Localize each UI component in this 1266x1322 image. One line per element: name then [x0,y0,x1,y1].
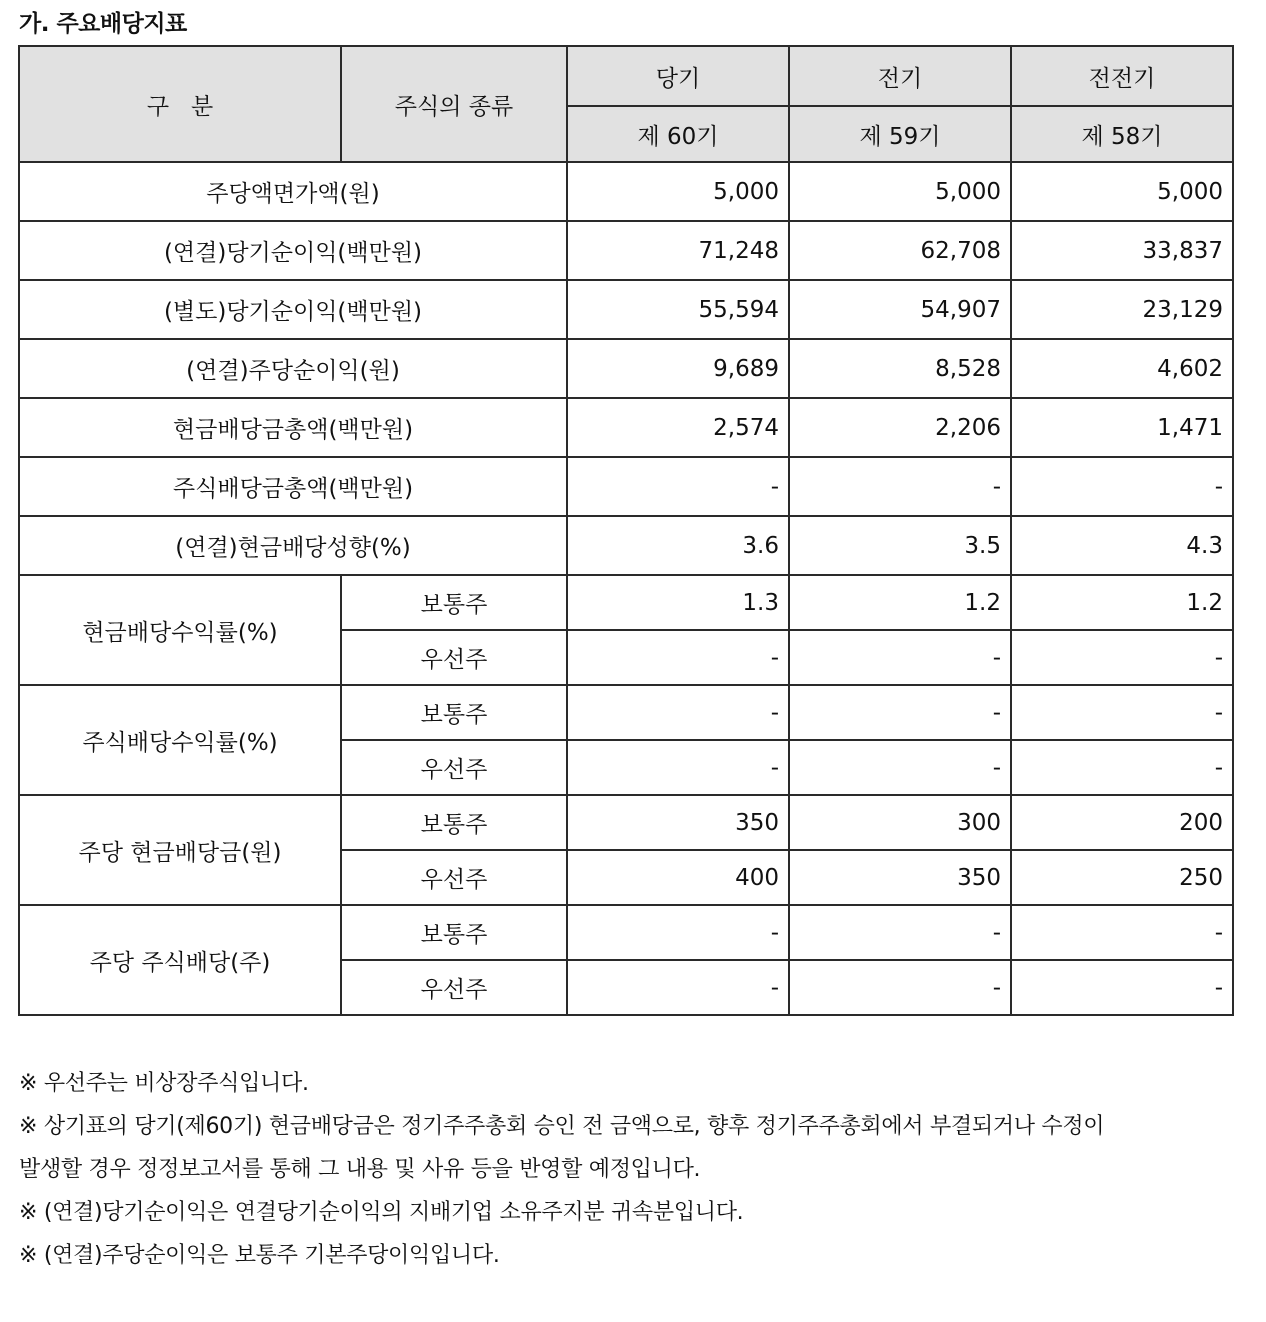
footnote: ※ 상기표의 당기(제60기) 현금배당금은 정기주주총회 승인 전 금액으로, 향후 정기주주총회에서 부결되거나 수정이 [19,1114,1105,1139]
table-row [19,457,1233,516]
footnote: ※ (연결)주당순이익은 보통주 기본주당이익입니다. [19,1243,500,1268]
value-cell: - [567,740,789,795]
stock-type-cell: 보통주 [341,575,567,630]
value-cell: 4.3 [1011,516,1233,575]
value-cell: 5,000 [789,162,1011,221]
value-cell: 250 [1011,850,1233,905]
value-cell: 400 [567,850,789,905]
value-cell: 23,129 [1011,280,1233,339]
value-cell: 350 [789,850,1011,905]
table-row [19,398,1233,457]
value-cell: 54,907 [789,280,1011,339]
row-label: (연결)당기순이익(백만원) [19,221,567,280]
value-cell: - [1011,630,1233,685]
row-label: (연결)현금배당성향(%) [19,516,567,575]
value-cell: 2,574 [567,398,789,457]
footnote: ※ (연결)당기순이익은 연결당기순이익의 지배기업 소유주지분 귀속분입니다. [19,1200,744,1225]
value-cell: - [567,960,789,1015]
header-term-current: 제 60기 [567,106,789,162]
header-period-previous: 전기 [789,46,1011,106]
table-row [19,795,1233,850]
stock-type-cell: 우선주 [341,960,567,1015]
value-cell: - [1011,685,1233,740]
header-term-before-previous: 제 58기 [1011,106,1233,162]
value-cell: 5,000 [1011,162,1233,221]
stock-type-cell: 우선주 [341,740,567,795]
value-cell: - [789,960,1011,1015]
value-cell: 1.3 [567,575,789,630]
stock-type-cell: 보통주 [341,905,567,960]
value-cell: 5,000 [567,162,789,221]
table-row [19,162,1233,221]
value-cell: 1.2 [789,575,1011,630]
table-row [19,221,1233,280]
footnote: 발생할 경우 정정보고서를 통해 그 내용 및 사유 등을 반영할 예정입니다. [19,1157,701,1182]
stock-type-cell: 우선주 [341,850,567,905]
section-title: 가. 주요배당지표 [19,11,187,37]
header-term-previous: 제 59기 [789,106,1011,162]
table-row [19,905,1233,960]
table-header [19,46,1233,162]
value-cell: 2,206 [789,398,1011,457]
table-body [19,162,1233,1015]
value-cell: - [789,457,1011,516]
value-cell: 200 [1011,795,1233,850]
value-cell: 350 [567,795,789,850]
group-label: 주식배당수익률(%) [19,685,341,795]
value-cell: - [1011,960,1233,1015]
value-cell: 1.2 [1011,575,1233,630]
footnote: ※ 우선주는 비상장주식입니다. [19,1071,309,1096]
table-row [19,339,1233,398]
value-cell: - [567,630,789,685]
stock-type-cell: 보통주 [341,795,567,850]
value-cell: 62,708 [789,221,1011,280]
footnotes [19,1062,1239,1277]
value-cell: 71,248 [567,221,789,280]
value-cell: 4,602 [1011,339,1233,398]
value-cell: 1,471 [1011,398,1233,457]
group-label: 현금배당수익률(%) [19,575,341,685]
dividend-indicators-table [18,45,1234,1016]
header-row [19,46,1233,106]
value-cell: - [1011,905,1233,960]
row-label: (연결)주당순이익(원) [19,339,567,398]
value-cell: 3.6 [567,516,789,575]
value-cell: - [789,905,1011,960]
group-label: 주당 현금배당금(원) [19,795,341,905]
value-cell: 33,837 [1011,221,1233,280]
header-period-current: 당기 [567,46,789,106]
header-stock-type: 주식의 종류 [341,46,567,162]
value-cell: - [789,740,1011,795]
value-cell: 9,689 [567,339,789,398]
value-cell: - [567,905,789,960]
table-row [19,516,1233,575]
value-cell: - [567,457,789,516]
row-label: (별도)당기순이익(백만원) [19,280,567,339]
table-row [19,685,1233,740]
group-label: 주당 주식배당(주) [19,905,341,1015]
value-cell: - [789,685,1011,740]
value-cell: - [789,630,1011,685]
row-label: 주식배당금총액(백만원) [19,457,567,516]
value-cell: - [1011,457,1233,516]
value-cell: 3.5 [789,516,1011,575]
table-row [19,575,1233,630]
row-label: 주당액면가액(원) [19,162,567,221]
value-cell: - [1011,740,1233,795]
value-cell: 300 [789,795,1011,850]
table-row [19,280,1233,339]
value-cell: 8,528 [789,339,1011,398]
stock-type-cell: 우선주 [341,630,567,685]
stock-type-cell: 보통주 [341,685,567,740]
row-label: 현금배당금총액(백만원) [19,398,567,457]
header-category: 구 분 [19,46,341,162]
value-cell: - [567,685,789,740]
header-period-before-previous: 전전기 [1011,46,1233,106]
value-cell: 55,594 [567,280,789,339]
